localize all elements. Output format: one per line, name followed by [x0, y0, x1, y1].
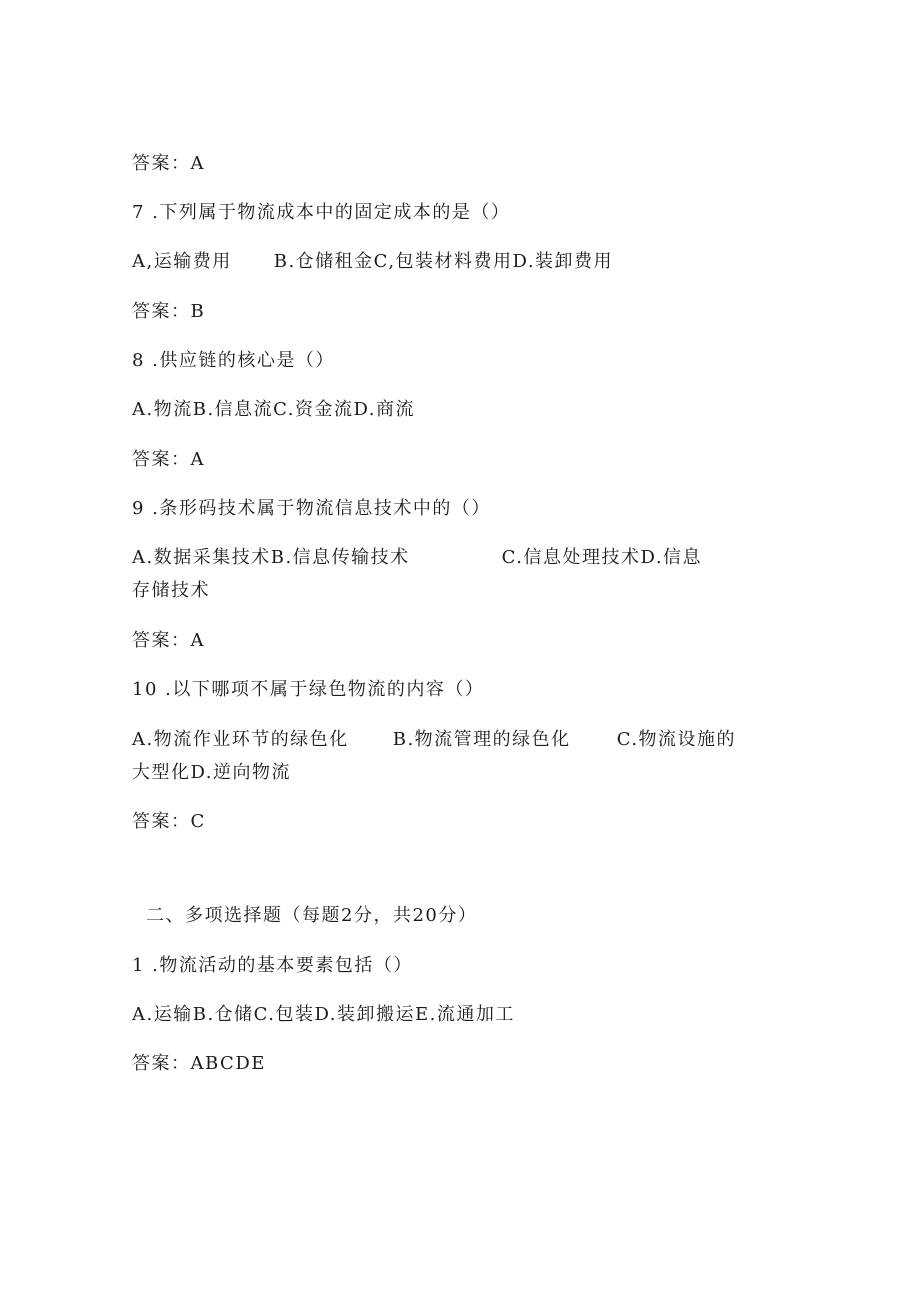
options-q8: A.物流B.信息流C.资金流D.商流 — [132, 399, 416, 420]
option-q10-c: C.物流设施的 — [616, 729, 737, 750]
options-q9 — [132, 546, 702, 570]
answer-q9: 答案：A — [132, 630, 205, 651]
question-7: 7 .下列属于物流成本中的固定成本的是（） — [132, 202, 511, 223]
question-9: 9 .条形码技术属于物流信息技术中的（） — [132, 498, 491, 519]
answer-q7: 答案：B — [132, 301, 206, 322]
question-8: 8 .供应链的核心是（） — [132, 350, 335, 371]
answer-q8: 答案：A — [132, 449, 205, 470]
options-q9-continued: 存储技术 — [132, 580, 210, 601]
options-q7 — [132, 250, 613, 274]
option-q9-cd: C.信息处理技术D.信息 — [501, 547, 703, 568]
options-q10 — [132, 728, 736, 752]
option-q9-ab: A.数据采集技术B.信息传输技术 — [132, 547, 410, 568]
options-q10-continued: 大型化D.逆向物流 — [132, 762, 292, 783]
answer-q10: 答案：C — [132, 811, 206, 832]
option-q10-b: B.物流管理的绿色化 — [392, 729, 571, 750]
option-q7-a: A,运输费用 — [132, 251, 232, 272]
section-heading-multiple-choice: 二、多项选择题（每题2分，共20分） — [146, 905, 478, 926]
option-q7-bcd: B.仓储租金C,包装材料费用D.装卸费用 — [273, 251, 614, 272]
question-m1: 1 .物流活动的基本要素包括（） — [132, 955, 413, 976]
option-q10-a: A.物流作业环节的绿色化 — [132, 729, 349, 750]
options-m1: A.运输B.仓储C.包装D.装卸搬运E.流通加工 — [132, 1004, 515, 1025]
answer-m1: 答案：ABCDE — [132, 1053, 266, 1074]
question-10: 10 .以下哪项不属于绿色物流的内容（） — [132, 679, 485, 700]
answer-q6: 答案：A — [132, 153, 205, 174]
